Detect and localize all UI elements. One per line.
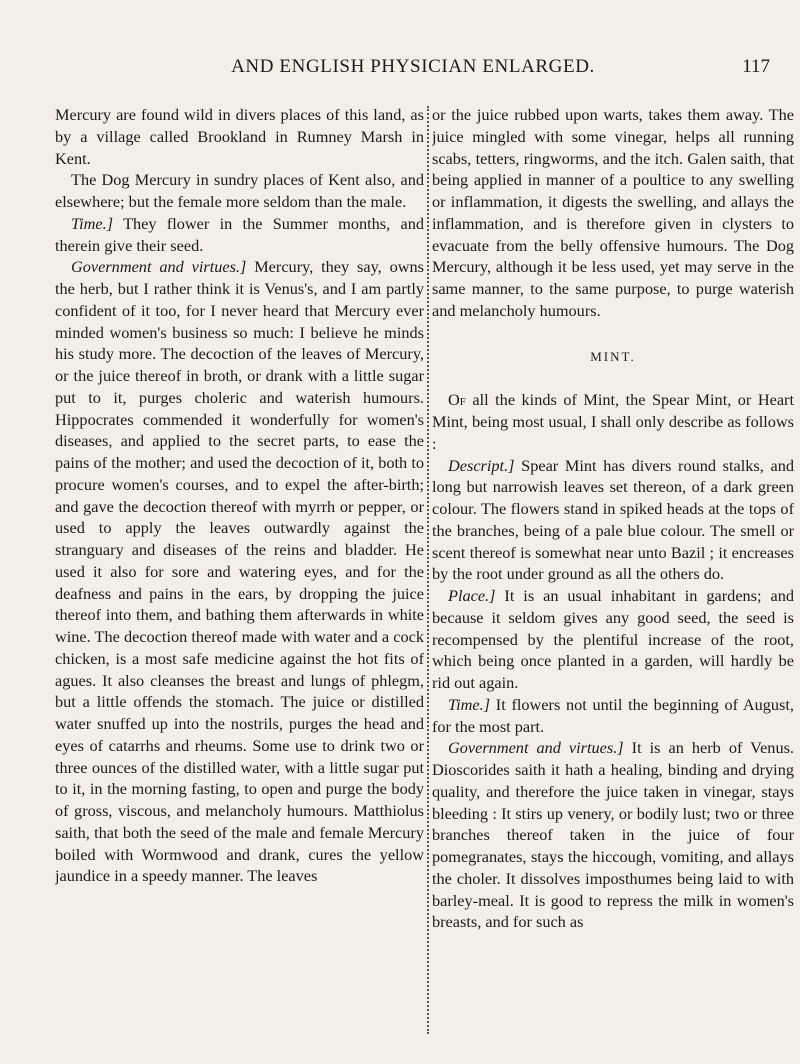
mint-time-label: Time.]	[448, 694, 491, 714]
mint-government-text: It is an herb of Venus. Dioscorides saith it hath a healing, binding and drying quality, and therefore the juice taken in vinegar, stays bleeding : It stirs up venery, or bodily lust; two or three branches thereof taken in the juice of four pomegranates, stays the hiccough, vomiting, and allays the choler. It dissolves imposthumes being laid to with barley-meal. It is good to repress the milk in women's breasts, and for such as	[432, 738, 794, 932]
paragraph-mercury-location: Mercury are found wild in divers places of this land, as by a village called Brookland in Rumney Marsh in Kent.	[55, 105, 424, 168]
paragraph-time	[55, 213, 424, 257]
column-divider	[427, 106, 429, 1034]
government-text: Mercury, they say, owns the herb, but I rather think it is Venus's, and I am partly confident of it too, for I never heard that Mercury ever minded women's business so much: I believe he minds his study more. The decoction of the leaves of Mercury, or the juice thereof in broth, or drank with a little sugar put to it, purges choleric and waterish humours. Hippocrates commended it wonderfully for women's diseases, and applied to the secret parts, to ease the pains of the mother; and used the decoction of it, both to procure women's courses, and to expel the after-birth; and gave the decoction thereof with myrrh or pepper, or used to apply the leaves outwardly against the stranguary and diseases of the reins and bladder. He used it also for sore and watering eyes, and for the deafness and pains in the ears, by dropping the juice thereof into them, and bathing them afterwards in white wine. The decoction thereof made with water and a cock chicken, is a most safe medicine against the hot fits of agues. It also cleanses the breast and lungs of phlegm, but a little offends the stomach. The juice or distilled water snuffed up into the nostrils, purges the head and eyes of catarrhs and rheums. Some use to drink two or three ounces of the distilled water, with a little sugar put to it, in the morning fasting, to open and purge the body of gross, viscous, and melancholy humours. Matthiolus saith, that both the seed of the male and female Mercury boiled with Wormwood and drank, cures the yellow jaundice in a speedy manner. The leaves	[55, 257, 424, 886]
time-text: They flower in the Summer months, and therein give their seed.	[55, 213, 424, 255]
paragraph-description	[432, 455, 794, 586]
paragraph-mercury-continued: or the juice rubbed upon warts, takes them away. The juice mingled with some vinegar, helps all running scabs, tetters, ringworms, and the itch. Galen saith, that being applied in manner of a poultice to any swelling or inflammation, it digests the swelling, and allays the inflammation, and is therefore given in clysters to evacuate from the belly offensive humours. The Dog Mercury, although it be less used, yet may serve in the same manner, to the same purpose, to purge waterish and melancholy humours.	[432, 105, 794, 320]
page-header	[56, 56, 770, 86]
right-column	[432, 104, 794, 1044]
description-text: Spear Mint has divers round stalks, and long but narrowish leaves set thereon, of a dark green colour. The flowers stand in spiked heads at the tops of the branches, being of a pale blue colour. The smell or scent thereof is somewhat near unto Bazil ; it encreases by the root under ground as all the others do.	[432, 455, 794, 584]
government-label: Government and virtues.]	[71, 257, 247, 277]
mint-government-label: Government and virtues.]	[448, 738, 624, 758]
paragraph-mint-government	[432, 737, 794, 933]
place-label: Place.]	[448, 586, 496, 605]
paragraph-government-virtues	[55, 256, 424, 887]
paragraph-mint-time	[432, 694, 794, 738]
time-label: Time.]	[71, 213, 114, 233]
section-heading-mint: MINT.	[590, 348, 636, 364]
place-text: It is an usual inhabitant in gardens; and because it seldom gives any good seed, the seed is recompensed by the plentiful increase of the root, which being once planted in a garden, will hardly be rid out again.	[432, 586, 794, 692]
running-title: AND ENGLISH PHYSICIAN ENLARGED.	[231, 56, 595, 77]
paragraph-mint-intro	[432, 389, 794, 454]
left-column	[55, 104, 424, 1044]
paragraph-dog-mercury: The Dog Mercury in sundry places of Kent also, and elsewhere; but the female more seldom than the male.	[55, 170, 424, 211]
paragraph-place	[432, 585, 794, 694]
page-number: 117	[742, 56, 770, 77]
mint-time-text: It flowers not until the beginning of August, for the most part.	[432, 694, 794, 736]
description-label: Descript.]	[448, 455, 515, 475]
intro-first-word: Of	[448, 390, 466, 410]
intro-rest: all the kinds of Mint, the Spear Mint, or Heart Mint, being most usual, I shall only describe as follows :	[432, 390, 794, 453]
